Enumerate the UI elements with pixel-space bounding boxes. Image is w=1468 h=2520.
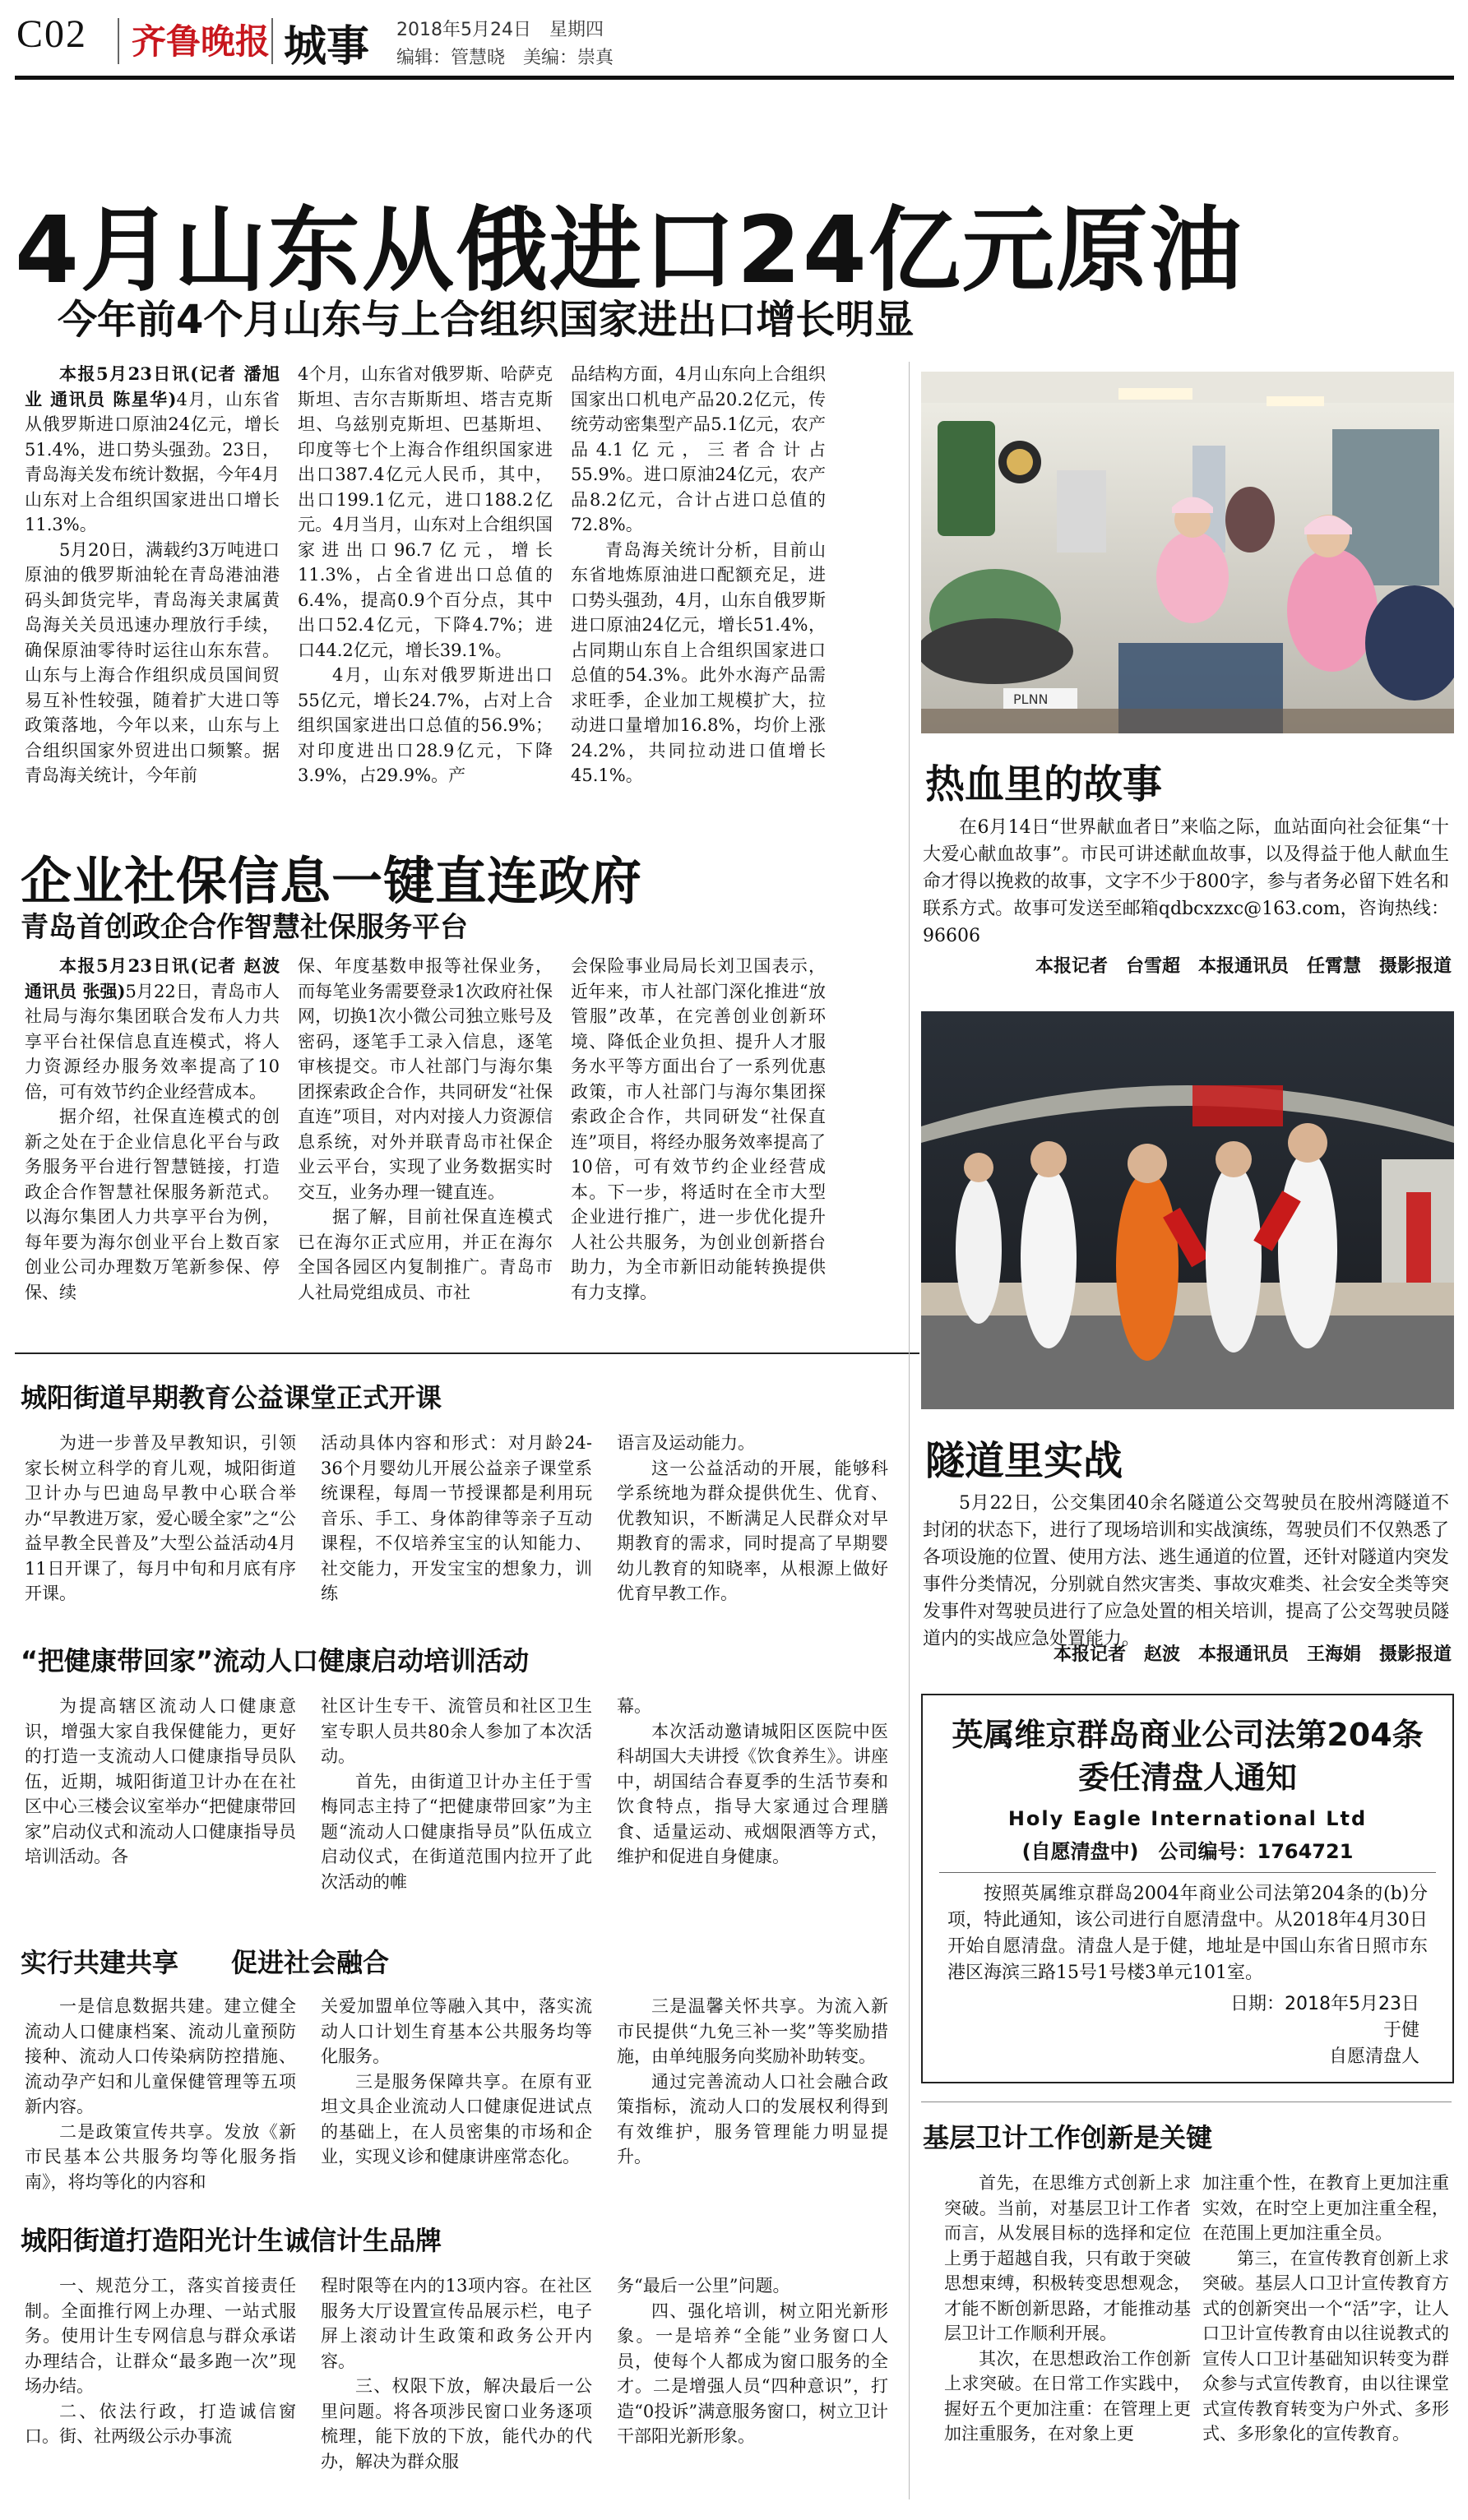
early-edu-paragraph: 活动具体内容和形式：对月龄24-36个月婴幼儿开展公益亲子课堂系统课程，每周一节授课都是利用玩音乐、手工、身体韵律等亲子互动课程，不仅培养宝宝的认知能力、社交能力，开发宝宝的想象力，训练 (321, 1433, 592, 1603)
shared-paragraph: 通过完善流动人口社会融合政策指标，流动人口的发展权利得到有效维护，服务管理能力明显提升。 (617, 2071, 888, 2166)
shared-column-3 (617, 1994, 888, 2208)
lead-paragraph: 4月，山东省从俄罗斯进口原油24亿元，增长51.4%，进口势头强劲。23日，青岛海关发布统计数据，今年4月山东对上合组织国家进出口增长11.3%。 (25, 389, 280, 534)
health-paragraph: 为提高辖区流动人口健康意识，增强大家自我保健能力，更好的打造一支流动人口健康指导员队伍，近期，城阳街道卫计办在在社区中心三楼会议室举办“把健康带回家”启动仪式和流动人口健康指导员培训活动。各 (25, 1696, 296, 1866)
tunnel-drill-photo (921, 1011, 1454, 1409)
shared-paragraph: 三是服务保障共享。在原有亚坦文具企业流动人口健康促进试点的基础上，在人员密集的市场和企业，实现义诊和健康讲座常态化。 (321, 2071, 592, 2166)
shared-column-2 (321, 1994, 592, 2208)
lead-column-3 (571, 362, 826, 822)
health-headline: “把健康带回家”流动人口健康启动培训活动 (21, 1645, 530, 1676)
lead-paragraph: 青岛海关统计分析，目前山东省地炼原油进口配额充足，进口势头强劲，4月，山东自俄罗斯进口原油24亿元，增长51.4%，占同期山东自上合组织国家进口总值的54.3%。此外水海产品需求旺季，企业加工规模扩大，拉动进口量增加16.8%，均价上涨24.2%，共同拉动进口值增长45.1%。 (571, 539, 826, 785)
health-column-1 (25, 1694, 296, 1932)
lead-column-2 (298, 362, 553, 822)
sunshine-paragraph: 四、强化培训，树立阳光新形象。一是培养“全能”业务窗口人员，使每个人都成为窗口服务的全才。二是增强人员“四种意识”，打造“0投诉”满意服务窗口，树立卫计干部阳光新形象。 (617, 2300, 888, 2446)
innovation-column-2 (1202, 2171, 1449, 2499)
innovation-paragraph: 加注重个性，在教育上更加注重实效，在时空上更加注重全程，在范围上更加注重全员。 (1202, 2173, 1449, 2243)
early-edu-headline: 城阳街道早期教育公益课堂正式开课 (21, 1382, 442, 1413)
sunshine-column-2 (321, 2273, 592, 2508)
health-paragraph: 本次活动邀请城阳区医院中医科胡国大夫讲授《饮食养生》。讲座中，胡国结合春夏季的生活节奏和饮食特点，指导大家通过合理膳食、适量运动、戒烟限酒等方式，维护和促进自身健康。 (617, 1721, 888, 1866)
section-title: 城事 (284, 22, 370, 72)
lead-column-1 (25, 362, 280, 822)
shared-paragraph: 二是政策宣传共享。发放《新市民基本公共服务均等化服务指南》，将均等化的内容和 (25, 2121, 296, 2192)
social-security-headline: 企业社保信息一键直连政府 (21, 851, 643, 911)
notice-signer-role: 自愿清盘人 (1328, 2046, 1419, 2067)
tunnel-caption-title: 隧道里实战 (925, 1438, 1123, 1484)
liquidation-notice-box (921, 1694, 1454, 2083)
social-column-1 (25, 954, 280, 1348)
notice-signature (947, 1991, 1419, 2070)
early-edu-column-3 (617, 1431, 888, 1620)
innovation-paragraph: 第三，在宣传教育创新上求突破。基层人口卫计宣传教育方式的创新突出一个“活”字，让人口卫计宣传教育由以往说教式的宣传人口卫计基础知识转变为群众参与式宣传教育，由以往课堂式宣传教育转变为户外式、多形式、多形象化的宣传教育。 (1202, 2248, 1449, 2444)
early-edu-paragraph: 这一公益活动的开展，能够科学系统地为群众提供优生、优育、优教知识，不断满足人民群众对早期教育的需求，同时提高了早期婴幼儿教育的知晓率，从根源上做好优育早教工作。 (617, 1458, 888, 1603)
shared-paragraph: 一是信息数据共建。建立健全流动人口健康档案、流动儿童预防接种、流动人口传染病防控措施、流动孕产妇和儿童保健管理等五项新内容。 (25, 1996, 296, 2116)
tunnel-drill-illustration (921, 1011, 1454, 1409)
sunshine-paragraph: 二、依法行政，打造诚信窗口。街、社两级公示办事流 (25, 2401, 296, 2446)
masthead-meta (396, 16, 614, 72)
shared-headline: 实行共建共享 促进社会融合 (21, 1947, 390, 1978)
column-divider (909, 362, 910, 2499)
notice-title: 委任清盘人通知 (1077, 1759, 1297, 1796)
blood-donation-illustration (921, 372, 1454, 733)
masthead-divider (118, 18, 119, 64)
lead-paragraph: 4个月，山东省对俄罗斯、哈萨克斯坦、吉尔吉斯斯坦、塔吉克斯坦、乌兹别克斯坦、巴基斯坦、印度等七个上海合作组织国家进出口387.4亿元人民币，其中，出口199.1亿元，进口188.2亿元。4月当月，山东对上合组织国家进出口96.7亿元，增长11.3%，占全省进出口总值的6.4%，提高0.9个百分点，其中出口52.4亿元，下降4.7%；进口44.2亿元，增长39.1%。 (298, 364, 553, 660)
sunshine-paragraph: 程时限等在内的13项内容。在社区服务大厅设置宣传品展示栏，电子屏上滚动计生政策和政务公开内容。 (321, 2276, 592, 2371)
sunshine-column-1 (25, 2273, 296, 2508)
health-paragraph: 幕。 (617, 1696, 651, 1716)
newspaper-logo: 齐鲁晚报 (132, 21, 271, 62)
section-divider (15, 1352, 919, 1354)
blood-credit: 本报记者 台雪超 本报通讯员 任霄慧 摄影报道 (1035, 956, 1452, 977)
social-security-subheadline: 青岛首创政企合作智慧社保服务平台 (21, 911, 468, 944)
blood-donation-photo (921, 372, 1454, 733)
lead-headline: 4月山东从俄进口24亿元原油 (15, 197, 1243, 304)
tunnel-caption-text: 5月22日，公交集团40余名隧道公交驾驶员在胶州湾隧道不封闭的状态下，进行了现场培训和实战演练，驾驶员们不仅熟悉了各项设施的位置、使用方法、逃生通道的位置，还针对隧道内突发事件分类情况，分别就自然灾害类、事故灾难类、社会安全类等突发事件对驾驶员进行了应急处置的相关培训，提高了公交驾驶员隧道内的实战应急处置能力。 (923, 1493, 1449, 1649)
social-paragraph: 保、年度基数申报等社保业务，而每笔业务需要登录1次政府社保网，切换1次小微公司独立账号及密码，逐笔手工录入信息，逐笔审核提交。市人社部门与海尔集团探索政企合作，共同研发“社保直连”项目，对内对接人力资源信息系统，对外并联青岛市社保企业云平台，实现了业务数据实时交互，业务办理一键直连。 (298, 956, 553, 1202)
innovation-paragraph: 其次，在思想政治工作创新上求突破。在日常工作实践中，握好五个更加注重：在管理上更加注重服务，在对象上更 (944, 2348, 1191, 2444)
notice-signer: 于健 (1382, 2020, 1419, 2041)
blood-caption-title: 热血里的故事 (925, 761, 1163, 807)
issue-date: 2018年5月24日 星期四 (396, 20, 604, 40)
notice-date: 日期：2018年5月23日 (1230, 1994, 1419, 2014)
innovation-column-1 (944, 2171, 1191, 2499)
blood-caption-text: 在6月14日“世界献血者日”来临之际，血站面向社会征集“十大爱心献血故事”。市民可讲述献血故事，以及得益于他人献血生命才得以挽救的故事，文字不少于800字，参与者务必留下姓名和联系方式。故事可发送至邮箱qdbcxzxc@163.com，咨询热线：96606 (923, 817, 1449, 946)
editors-line: 编辑：管慧晓 美编：崇真 (396, 48, 614, 68)
social-paragraph: 5月22日，青岛市人社局与海尔集团联合发布人力共享平台社保信息直连模式，将人力资源经办服务效率提高了10倍，可有效节约企业经营成本。 (25, 981, 280, 1102)
innovation-headline: 基层卫计工作创新是关键 (923, 2122, 1213, 2153)
tunnel-credit: 本报记者 赵波 本报通讯员 王海娟 摄影报道 (1053, 1644, 1452, 1665)
early-edu-column-1 (25, 1431, 296, 1620)
health-paragraph: 社区计生专干、流管员和社区卫生室专职人员共80余人参加了本次活动。 (321, 1696, 592, 1766)
innovation-paragraph: 首先，在思维方式创新上求突破。当前，对基层卫计工作者而言，从发展目标的选择和定位上勇于超越自我，只有敢于突破思想束缚，积极转变思想观念，才能不断创新思路，才能推动基层卫计工作顺利开展。 (944, 2173, 1191, 2343)
vest-sign-text: PLNN (1013, 691, 1049, 707)
notice-company-en: Holy Eagle International Ltd (1007, 1807, 1368, 1830)
sunshine-paragraph: 三、权限下放，解决最后一公里问题。将各项涉民窗口业务逐项梳理，能下放的下放，能代办的代办，解决为群众服 (321, 2376, 592, 2471)
masthead-rule (15, 76, 1454, 80)
notice-body: 按照英属维京群岛2004年商业公司法第204条的(b)分项，特此通知，该公司进行自愿清盘中。从2018年4月30日开始自愿清盘。清盘人是于健，地址是中国山东省日照市东港区海滨三路15号1号楼3单元101室。 (947, 1884, 1428, 1983)
sunshine-column-3 (617, 2273, 888, 2508)
social-paragraph: 据了解，目前社保直连模式已在海尔正式应用，并正在海尔全国各园区内复制推广。青岛市人社局党组成员、市社 (298, 1207, 553, 1302)
health-column-2 (321, 1694, 592, 1932)
early-edu-paragraph: 语言及运动能力。 (617, 1433, 755, 1453)
lead-byline: 本报5月23日讯(记者 潘旭业 通讯员 陈星华) (25, 363, 280, 409)
lead-paragraph: 5月20日，满载约3万吨进口原油的俄罗斯油轮在青岛港油港码头卸货完毕，青岛海关隶属黄岛海关关员迅速办理放行手续，确保原油零待时运往山东东营。山东与上海合作组织成员国间贸易互补性较强，随着扩大进口等政策落地，今年以来，山东与上合组织国家外贸进出口频繁。据青岛海关统计，今年前 (25, 539, 280, 785)
lead-paragraph: 4月，山东对俄罗斯进出口55亿元，增长24.7%，占对上合组织国家进出口总值的56.9%；对印度进出口28.9亿元，下降3.9%，占29.9%。产 (298, 665, 553, 785)
sunshine-headline: 城阳街道打造阳光计生诚信计生品牌 (21, 2225, 442, 2256)
social-column-2 (298, 954, 553, 1348)
social-byline: 本报5月23日讯(记者 赵波 通讯员 张强) (25, 955, 280, 1001)
shared-paragraph: 关爱加盟单位等融入其中，落实流动人口计划生育基本公共服务均等化服务。 (321, 1996, 592, 2066)
shared-paragraph: 三是温馨关怀共享。为流入新市民提供“九免三补一奖”等奖励措施，由单纯服务向奖励补助转变。 (617, 1996, 888, 2066)
tunnel-caption-body (923, 1490, 1449, 1649)
masthead-divider (271, 18, 273, 64)
health-paragraph: 首先，由街道卫计办主任于雪梅同志主持了“把健康带回家”为主题“流动人口健康指导员”队伍成立启动仪式，在街道范围内拉开了此次活动的帷 (321, 1771, 592, 1892)
blood-caption-body (923, 814, 1449, 955)
notice-title: 英属维京群岛商业公司法第204条 (952, 1717, 1424, 1753)
notice-divider (939, 1872, 1436, 1873)
notice-company-line: (自愿清盘中) 公司编号：1764721 (1021, 1840, 1354, 1863)
sunshine-paragraph: 务“最后一公里”问题。 (617, 2276, 790, 2296)
early-edu-paragraph: 为进一步普及早教知识，引领家长树立科学的育儿观，城阳街道卫计办与巴迪岛早教中心联合举办“早教进万家，爱心暖全家”之“公益早教全民普及”大型公益活动4月11日开课了，每月中旬和月底有序开课。 (25, 1433, 296, 1603)
lead-paragraph: 品结构方面，4月山东向上合组织国家出口机电产品20.2亿元，传统劳动密集型产品5.1亿元，农产品4.1亿元，三者合计占55.9%。进口原油24亿元，农产品8.2亿元，合计占进口总值的72.8%。 (571, 364, 826, 534)
page-code: C02 (16, 12, 88, 56)
social-column-3 (571, 954, 826, 1348)
social-paragraph: 据介绍，社保直连模式的创新之处在于企业信息化平台与政务服务平台进行智慧链接，打造政企合作智慧社保服务新范式。以海尔集团人力共享平台为例，每年要为海尔创业平台上数百家创业公司办理数万笔新参保、停保、续 (25, 1107, 280, 1302)
sunshine-paragraph: 一、规范分工，落实首接责任制。全面推行网上办理、一站式服务。使用计生专网信息与群众承诺办理结合，让群众“最多跑一次”现场办结。 (25, 2276, 296, 2396)
lead-subheadline: 今年前4个月山东与上合组织国家进出口增长明显 (58, 297, 915, 343)
social-paragraph: 会保险事业局局长刘卫国表示，近年来，市人社部门深化推进“放管服”改革，在完善创业创新环境、降低企业负担、提升人才服务水平等方面出台了一系列优惠政策，市人社部门与海尔集团探索政企合作，共同研发“社保直连”项目，将经办服务效率提高了10倍，可有效节约企业经营成本。下一步，将适时在全市大型企业进行推广，进一步优化提升人社公共服务，为创业创新搭台助力，为全市新旧动能转换提供有力支撑。 (571, 956, 826, 1302)
shared-column-1 (25, 1994, 296, 2208)
health-column-3 (617, 1694, 888, 1932)
early-edu-column-2 (321, 1431, 592, 1620)
